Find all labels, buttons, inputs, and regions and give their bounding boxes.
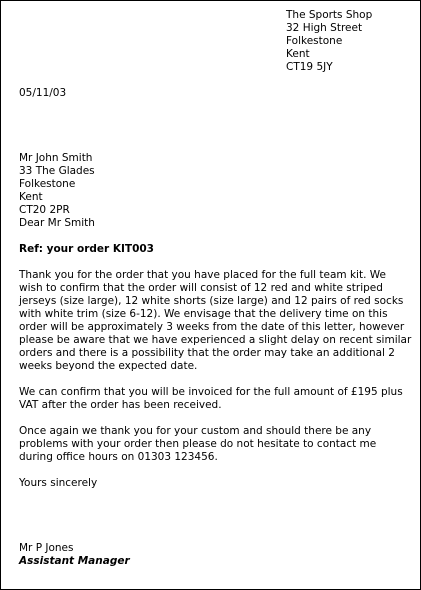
paragraph-line: wish to confirm that the order will consist of 12 red and white striped [19, 282, 383, 294]
paragraph-line: We can confirm that you will be invoiced for the full amount of £195 plus [19, 386, 403, 398]
paragraph-line: problems with your order then please do not hesitate to contact me [19, 438, 377, 450]
paragraph-line: orders and there is a possibility that the order may take an additional 2 [19, 347, 395, 359]
recipient-address-line: Kent [19, 191, 43, 203]
sender-address-line: Folkestone [286, 35, 343, 47]
signature-block [19, 542, 130, 568]
salutation: Dear Mr Smith [19, 217, 95, 229]
signer-name: Mr P Jones [19, 542, 74, 554]
paragraph-line: please be aware that we have experienced a slight delay on recent similar [19, 334, 412, 346]
closing: Yours sincerely [19, 477, 98, 489]
sender-address-line: The Sports Shop [286, 9, 373, 21]
paragraph-line: order will be approximately 3 weeks from the date of this letter, however [19, 321, 405, 333]
recipient-address-line: Mr John Smith [19, 152, 93, 164]
paragraph-line: during office hours on 01303 123456. [19, 451, 218, 463]
recipient-address [19, 152, 95, 217]
paragraph-line: Thank you for the order that you have placed for the full team kit. We [19, 269, 386, 281]
body-paragraph-2 [19, 386, 403, 412]
recipient-address-line: CT20 2PR [19, 204, 70, 216]
recipient-address-line: 33 The Glades [19, 165, 95, 177]
subject-line: Ref: your order KIT003 [19, 243, 154, 255]
paragraph-line: weeks beyond the expected date. [19, 360, 198, 372]
letter-date: 05/11/03 [19, 87, 67, 99]
sender-address-line: CT19 5JY [286, 61, 333, 73]
signer-title: Assistant Manager [19, 555, 130, 567]
paragraph-line: with white trim (size 6-12). We envisage that the delivery time on this [19, 308, 388, 320]
paragraph-line: jerseys (size large), 12 white shorts (size large) and 12 pairs of red socks [19, 295, 404, 307]
sender-address-line: 32 High Street [286, 22, 363, 34]
sender-address [286, 9, 372, 74]
paragraph-line: VAT after the order has been received. [19, 399, 222, 411]
body-paragraph-3 [19, 425, 376, 464]
paragraph-line: Once again we thank you for your custom and should there be any [19, 425, 372, 437]
recipient-address-line: Folkestone [19, 178, 76, 190]
body-paragraph-1 [19, 269, 411, 373]
sender-address-line: Kent [286, 48, 310, 60]
